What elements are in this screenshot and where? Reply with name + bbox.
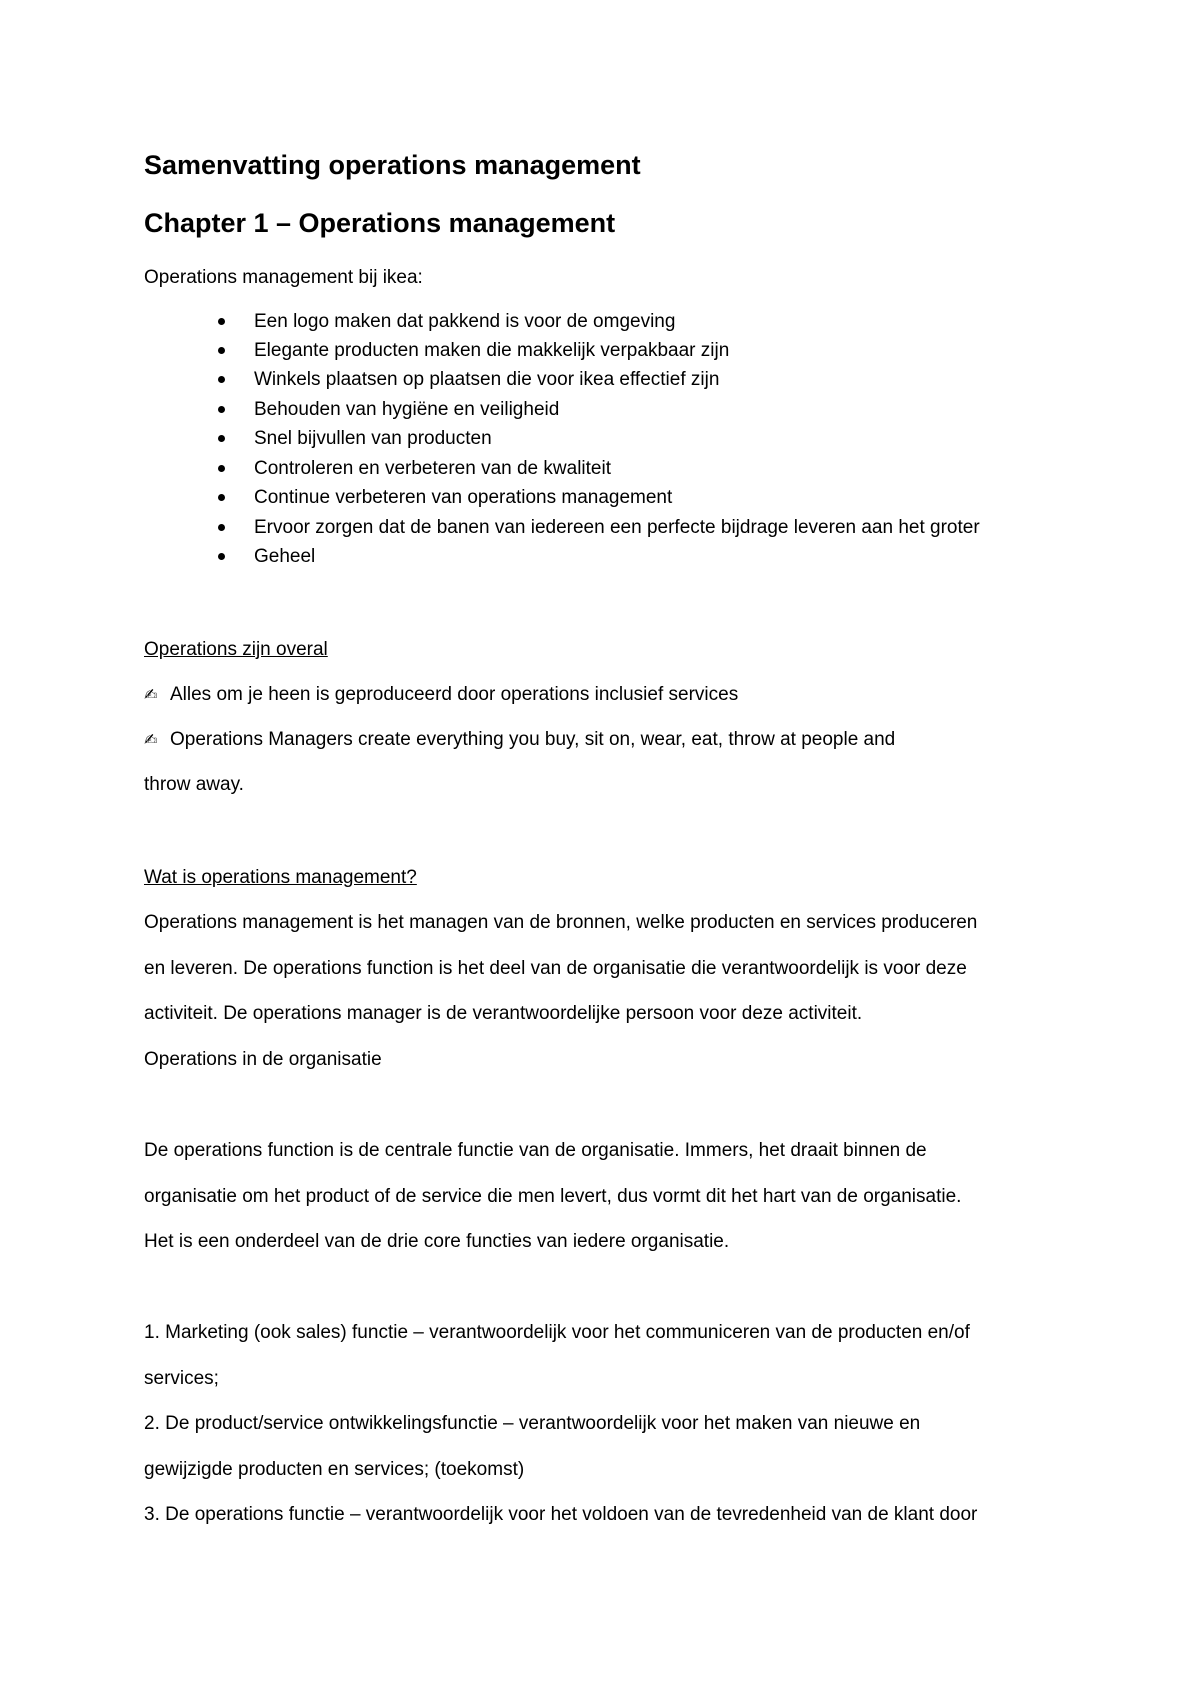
writing-hand-icon: ✍: [144, 732, 158, 749]
section-heading-wat-is: Wat is operations management?: [144, 867, 417, 888]
numbered-line: 3. De operations functie – verantwoordelijk voor het voldoen van de tevredenheid van de klant door: [144, 1504, 978, 1525]
numbered-line: 2. De product/service ontwikkelingsfunctie – verantwoordelijk voor het maken van nieuwe en: [144, 1413, 921, 1434]
bullet-icon: [218, 406, 225, 413]
subheading-organisatie: Operations in de organisatie: [144, 1049, 382, 1070]
document-title: Samenvatting operations management: [144, 150, 641, 180]
numbered-line: 1. Marketing (ook sales) functie – verantwoordelijk voor het communiceren van de producten en/of: [144, 1322, 970, 1343]
bullet-icon: [218, 435, 225, 442]
paragraph-line: en leveren. De operations function is het deel van de organisatie die verantwoordelijk is voor deze: [144, 958, 967, 979]
bullet-icon: [218, 524, 225, 531]
hand-item: ✍ Alles om je heen is geproduceerd door operations inclusief services: [144, 683, 738, 708]
paragraph-line: throw away.: [144, 774, 244, 795]
writing-hand-icon: ✍: [144, 687, 158, 704]
paragraph-line: Operations management is het managen van de bronnen, welke producten en services produceren: [144, 912, 978, 933]
bullet-icon: [218, 494, 225, 501]
bullet-icon: [218, 347, 225, 354]
paragraph-line: organisatie om het product of de service die men levert, dus vormt dit het hart van de organisatie.: [144, 1186, 962, 1207]
paragraph-line: Het is een onderdeel van de drie core functies van iedere organisatie.: [144, 1231, 730, 1252]
document-page: Samenvatting operations management Chapter 1 – Operations management Operations management bij ikea: Een logo maken dat pakkend is voor de omgeving Elegante producten maken die makkelijk verpakbaar zijn Winkels plaatsen op plaatsen die voor ikea effectief zijn Behouden van hygiëne en veiligheid Snel bijvullen van producten Controleren en verbeteren van de kwaliteit Continue verbeteren van operations management Ervoor zorgen dat de banen van iedereen een perfecte bijdrage leveren aan het groter Geheel Operations zijn overal ✍ Alles om je heen is geproduceerd door operations inclusief services ✍ Operations Managers create everything you buy, sit on, wear, eat, throw at people and throw away. Wat is operations management? Operations management is het managen van de bronnen, welke producten en services produceren en leveren. De operations function is het deel van de organisatie die verantwoordelijk is voor deze activiteit. De operations manager is de verantwoordelijke persoon voor deze activiteit. Operations in de organisatie De operations function is de centrale functie van de organisatie. Immers, het draait binnen de organisatie om het product of de service die men levert, dus vormt dit het hart van de organisatie. Het is een onderdeel van de drie core functies van iedere organisatie. 1. Marketing (ook sales) functie – verantwoordelijk voor het communiceren van de producten en/of services; 2. De product/service ontwikkelingsfunctie – verantwoordelijk voor het maken van nieuwe en gewijzigde producten en services; (toekomst) 3. De operations functie – verantwoordelijk voor het voldoen van de tevredenheid van de klant door: [144, 150, 980, 1525]
paragraph-line: activiteit. De operations manager is de verantwoordelijke persoon voor deze activiteit.: [144, 1003, 863, 1024]
chapter-heading: Chapter 1 – Operations management: [144, 208, 616, 238]
paragraph-line: De operations function is de centrale functie van de organisatie. Immers, het draait binnen de: [144, 1140, 927, 1161]
numbered-line: gewijzigde producten en services; (toekomst): [144, 1459, 525, 1480]
numbered-line: services;: [144, 1368, 219, 1389]
bullet-icon: [218, 318, 225, 325]
bullet-icon: [218, 553, 225, 560]
intro-text: Operations management bij ikea:: [144, 267, 423, 288]
bullet-icon: [218, 376, 225, 383]
section-heading-overal: Operations zijn overal: [144, 639, 328, 660]
hand-item: ✍ Operations Managers create everything you buy, sit on, wear, eat, throw at people and: [144, 728, 895, 753]
bullet-icon: [218, 465, 225, 472]
